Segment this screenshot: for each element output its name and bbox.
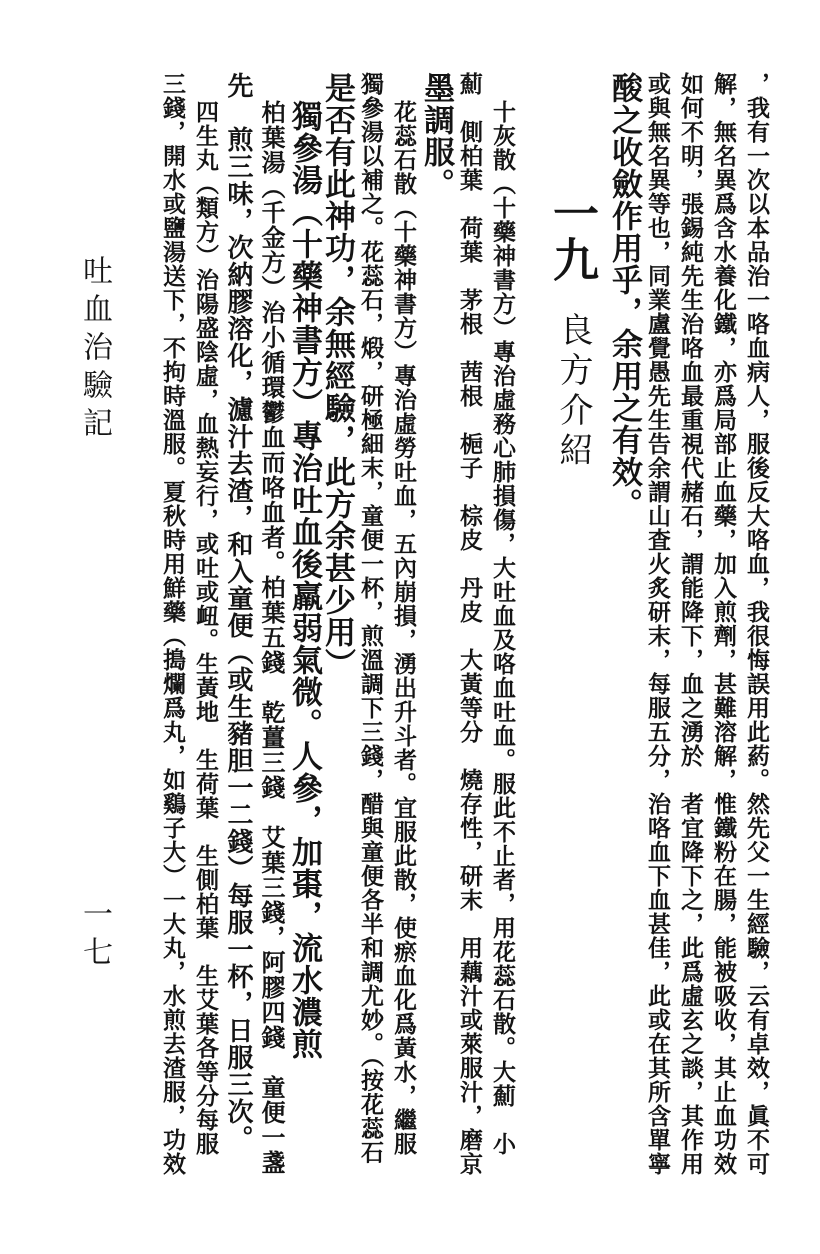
text-column-16: 三錢，開水或鹽湯送下，不拘時溫服。夏秋時用鮮藥（搗爛爲丸，如鷄子大）一大丸，水煎去渣服，功效 xyxy=(159,72,186,1176)
text-column-14: 先 煎三味，次納膠溶化，濾汁去渣，和入童便（或生豬胆一二錢）每服一杯，日服三次。 xyxy=(223,72,253,1152)
text-column-11: 是否有此神功，余無經驗，此方余甚少用） xyxy=(319,72,355,680)
text-column-7: 薊 側柏葉 荷葉 茅根 茜根 梔子 棕皮 丹皮 大黃等分 燒存性，研末 用藕汁或萊服汁，磨京 xyxy=(456,72,483,1176)
text-column-9: 花蕊石散（十藥神書方）專治虛勞吐血，五內崩損，湧出升斗者。宜服此散，使瘀血化爲黃水，繼服 xyxy=(390,100,417,1156)
text-column-10: 獨參湯以補之。花蕊石，煅，研極細末，童便一杯，煎溫調下三錢，醋與童便各半和調尤妙。（按花蕊石 xyxy=(357,72,384,1165)
text-column-6: 十灰散（十藥神書方）專治虛務心肺損傷，大吐血及咯血吐血。服此不止者，用花蕊石散。大薊 小 xyxy=(489,100,516,1156)
text-column-15: 四生丸（類方）治陽盛陰虛，血熱妄行，或吐或衄。生黃地 生荷葉 生側柏葉 生艾葉各等分每服 xyxy=(192,100,219,1156)
section-number: 一九 xyxy=(546,190,600,282)
text-column-13: 柏葉湯（千金方）治小循環鬱血而咯血者。柏葉五錢 乾薑三錢 艾葉三錢，阿膠四錢 童便一盞 xyxy=(257,100,286,1175)
text-column-5: 酸之收斂作用乎，余用之有效。 xyxy=(606,72,642,520)
running-title: 吐血治驗記 xyxy=(77,255,112,445)
text-column-2: 解，無名異爲含水養化鐵，亦爲局部止血藥，加入煎劑，甚難溶解，惟鐵粉在腸，能被吸收，其止血功效 xyxy=(710,72,737,1176)
section-title: 良方介紹 xyxy=(553,312,593,472)
text-column-3: 如何不明，張錫純先生治咯血最重視代赭石，謂能降下，血之湧於 者宜降下之，此爲虛玄之談，其作用 xyxy=(677,72,704,1176)
section-heading xyxy=(540,190,606,472)
text-column-12: 獨參湯（十藥神書方）專治吐血後羸弱氣微。人參，加棗，流水濃煎 xyxy=(286,100,322,1060)
text-column-8: 墨調服。 xyxy=(418,72,454,200)
text-column-4: 或與無名異等也，同業盧覺愚先生告余謂山査火炙研末，每服五分，治咯血下血甚佳，此或在其所含單寧 xyxy=(644,72,671,1176)
page-number: 一七 xyxy=(77,898,112,974)
text-column-1: ，我有一次以本品治一咯血病人，服後反大咯血，我很悔誤用此葯。然先父一生經驗，云有卓效，眞不可 xyxy=(743,72,770,1176)
